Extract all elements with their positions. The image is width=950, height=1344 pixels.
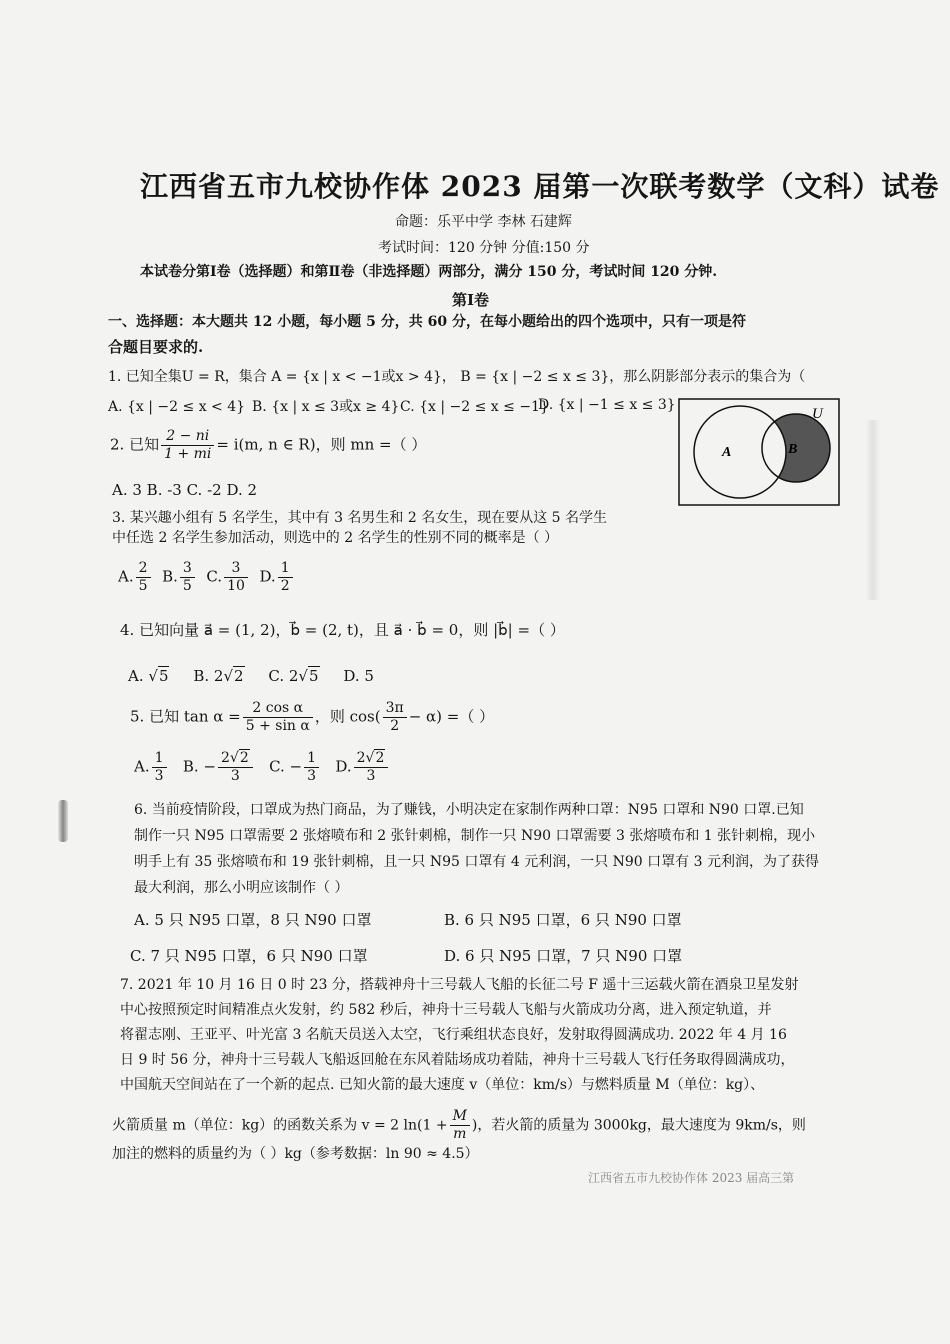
q5-angle-num: 3π xyxy=(383,700,407,718)
q5-a-num: 1 xyxy=(152,750,167,768)
q6-line4: 最大利润，那么小明应该制作（ ） xyxy=(134,880,349,896)
q1-stem: 1. 已知全集U = R，集合 A = {x | x < −1或x > 4}， B = {x | −2 ≤ x ≤ 3}，那么阴影部分表示的集合为（ xyxy=(108,369,806,385)
q1-option-b: B. {x | x ≤ 3或x ≥ 4} xyxy=(252,399,400,415)
q5-mid: ，则 cos( xyxy=(314,707,381,726)
q5-d-fraction xyxy=(354,750,389,785)
q2-suffix: = i(m, n ∈ R)，则 mn =（ ） xyxy=(216,435,427,454)
q5-den: 5 + sin α xyxy=(245,718,310,734)
time-score-line: 考试时间：120 分钟 分值:150 分 xyxy=(378,240,590,256)
q5-d-label: D. xyxy=(335,757,352,776)
q7-formula-num: M xyxy=(450,1108,470,1126)
q7-line2: 中心按照预定时间精准点火发射，约 582 秒后，神舟十三号载人飞船与火箭成功分离，进入预定轨道，并 xyxy=(120,1002,772,1018)
q2-denominator: 1 + mi xyxy=(164,446,212,462)
q6-option-c: C. 7 只 N95 口罩，6 只 N90 口罩 xyxy=(130,947,368,965)
q5-a-label: A. xyxy=(134,757,150,776)
q5-a-den: 3 xyxy=(154,768,164,784)
venn-diagram xyxy=(678,398,840,506)
label-a: A xyxy=(722,445,732,460)
q5-b-num: 2√2 xyxy=(218,750,253,768)
q5-b-label: B. − xyxy=(182,757,216,776)
q3-b-fraction xyxy=(180,560,195,595)
q7-formula-fraction xyxy=(450,1108,470,1143)
q3-d-den: 2 xyxy=(280,578,290,594)
q4-a-label: A. xyxy=(128,667,144,685)
section-heading-line2: 合题目要求的. xyxy=(108,338,204,356)
q7-line5: 中国航天空间站在了一个新的起点. 已知火箭的最大速度 v（单位：km/s）与燃料质量 M（单位：kg）、 xyxy=(120,1077,765,1093)
q3-c-num: 3 xyxy=(224,560,248,578)
intro-line: 本试卷分第Ⅰ卷（选择题）和第Ⅱ卷（非选择题）两部分，满分 150 分，考试时间 120 分钟. xyxy=(140,264,718,280)
q5-b-coef: 2 xyxy=(220,750,230,766)
q6-line2: 制作一只 N95 口罩需要 2 张熔喷布和 2 张针刺棉，制作一只 N90 口罩需要 3 张熔喷布和 1 张针刺棉，现小 xyxy=(134,828,816,844)
q4-b-root: 2 xyxy=(234,667,244,685)
q5-c-den: 3 xyxy=(307,768,317,784)
q5-stem xyxy=(130,700,494,735)
q7-line6 xyxy=(112,1108,806,1143)
q3-a-fraction xyxy=(136,560,151,595)
q7-line1: 7. 2021 年 10 月 16 日 0 时 23 分，搭载神舟十三号载人飞船的长征二号 F 遥十三运载火箭在酒泉卫星发射 xyxy=(120,977,799,993)
q2-stem xyxy=(110,428,426,463)
label-u: U xyxy=(812,406,823,422)
q5-options xyxy=(134,750,390,785)
q5-tan-fraction xyxy=(243,700,313,735)
q3-a-den: 5 xyxy=(138,578,148,594)
label-b: B xyxy=(788,442,798,457)
section-heading-line1: 一、选择题：本大题共 12 小题，每小题 5 分，共 60 分，在每小题给出的四个选项中，只有一项是符 xyxy=(108,314,746,330)
q5-b-den: 3 xyxy=(230,768,240,784)
q3-a-label: A. xyxy=(118,567,134,586)
q7-line4: 日 9 时 56 分，神舟十三号载人飞船返回舱在东风着陆场成功着陆，神舟十三号载人飞行任务取得圆满成功， xyxy=(120,1052,795,1068)
q4-options: A. √5 B. 2√2 C. 2√5 D. 5 xyxy=(128,667,374,685)
q5-d-root: 2 xyxy=(375,750,385,766)
q4-c-root: 5 xyxy=(308,667,319,685)
q3-b-label: B. xyxy=(162,567,178,586)
page-footer: 江西省五市九校协作体 2023 届高三第 xyxy=(588,1171,795,1185)
q3-b-num: 3 xyxy=(180,560,195,578)
q5-d-num: 2√2 xyxy=(354,750,389,768)
q3-line1: 3. 某兴趣小组有 5 名学生，其中有 3 名男生和 2 名女生，现在要从这 5 名学生 xyxy=(112,510,608,526)
q5-num: 2 cos α xyxy=(243,700,313,718)
scan-edge xyxy=(866,420,880,600)
q5-angle-fraction xyxy=(383,700,407,735)
setters-line: 命题：乐平中学 李林 石建辉 xyxy=(395,214,572,230)
q5-c-num: 1 xyxy=(304,750,319,768)
q5-d-coef: 2 xyxy=(356,750,366,766)
q3-c-label: C. xyxy=(206,567,223,586)
q6-option-d: D. 6 只 N95 口罩，7 只 N90 口罩 xyxy=(444,947,683,965)
q3-d-label: D. xyxy=(259,567,276,586)
q4-c-label: C. 2 xyxy=(268,667,299,685)
q5-a-fraction xyxy=(152,750,167,785)
q3-c-fraction xyxy=(224,560,248,595)
q4-stem: 4. 已知向量 a⃗ = (1, 2)，b⃗ = (2, t)，且 a⃗ · b⃗ = 0，则 |b⃗| =（ ） xyxy=(120,621,565,639)
q3-line2: 中任选 2 名学生参加活动，则选中的 2 名学生的性别不同的概率是（ ） xyxy=(112,530,559,546)
q3-options xyxy=(118,560,295,595)
q3-d-num: 1 xyxy=(278,560,293,578)
exam-title: 江西省五市九校协作体 2023 届第一次联考数学（文科）试卷 xyxy=(140,170,940,203)
q5-c-fraction xyxy=(304,750,319,785)
q7-line3: 将翟志刚、王亚平、叶光富 3 名航天员送入太空，飞行乘组状态良好，发射取得圆满成功. 2022 年 4 月 16 xyxy=(120,1027,787,1043)
q3-c-den: 10 xyxy=(227,578,245,594)
scan-shadow xyxy=(58,800,68,842)
q1-option-d: D. {x | −1 ≤ x ≤ 3} xyxy=(538,397,676,413)
q2-fraction xyxy=(161,428,214,463)
q1-option-a: A. {x | −2 ≤ x < 4} xyxy=(108,399,246,415)
q3-d-fraction xyxy=(278,560,293,595)
q5-d-den: 3 xyxy=(366,768,376,784)
q4-a-root: 5 xyxy=(158,667,169,685)
q4-b-label: B. 2 xyxy=(193,667,224,685)
q7-formula-suffix: )，若火箭的质量为 3000kg，最大速度为 9km/s，则 xyxy=(471,1117,806,1134)
q3-b-den: 5 xyxy=(182,578,192,594)
q7-line7: 加注的燃料的质量约为（ ）kg（参考数据：ln 90 ≈ 4.5） xyxy=(112,1146,479,1162)
q2-options: A. 3 B. -3 C. -2 D. 2 xyxy=(112,481,258,499)
q6-option-a: A. 5 只 N95 口罩，8 只 N90 口罩 xyxy=(134,911,372,929)
q4-d: D. 5 xyxy=(343,667,374,685)
q3-a-num: 2 xyxy=(136,560,151,578)
q6-line1: 6. 当前疫情阶段，口罩成为热门商品，为了赚钱，小明决定在家制作两种口罩：N95 口罩和 N90 口罩.已知 xyxy=(134,802,804,818)
q5-angle-den: 2 xyxy=(390,718,400,734)
q5-c-label: C. − xyxy=(269,757,303,776)
q5-b-root: 2 xyxy=(239,750,249,766)
q2-prefix: 2. 已知 xyxy=(110,435,160,454)
part-heading: 第Ⅰ卷 xyxy=(452,291,490,309)
q7-formula-prefix: 火箭质量 m（单位：kg）的函数关系为 v = 2 ln(1 + xyxy=(112,1117,448,1134)
q5-b-fraction xyxy=(218,750,253,785)
q1-option-c: C. {x | −2 ≤ x ≤ −1} xyxy=(400,399,549,415)
q7-formula-den: m xyxy=(453,1126,467,1142)
q6-line3: 明手上有 35 张熔喷布和 19 张针刺棉，且一只 N95 口罩有 4 元利润，一只 N90 口罩有 3 元利润，为了获得 xyxy=(134,854,819,870)
q5-prefix: 5. 已知 tan α = xyxy=(130,707,241,726)
q6-option-b: B. 6 只 N95 口罩，6 只 N90 口罩 xyxy=(444,911,682,929)
q5-suffix: − α) =（ ） xyxy=(408,707,495,726)
q2-numerator: 2 − ni xyxy=(161,428,214,446)
